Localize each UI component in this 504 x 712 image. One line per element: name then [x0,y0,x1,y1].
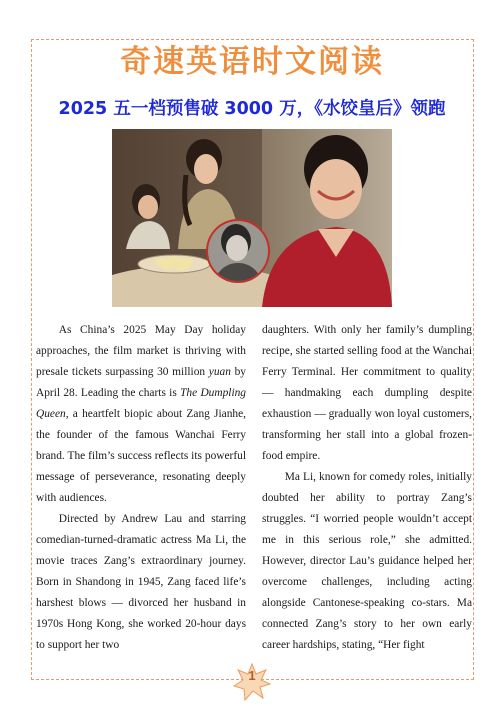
article-paragraph-3: Ma Li, known for comedy roles, initially doubted her ability to portray Zang’s struggles. “I worried people wouldn’t accept me in this serious role,” she admitted. However, director Lau’s guidance helped her overcome challenges, including acting alongside Cantonese-speaking co-stars. Ma connected Zang’s story to her own early career hardships, stating, “Her fight [262,471,472,651]
masthead-title: 奇速英语时文阅读 [120,44,384,80]
article-headline: 2025 五一档预售破 3000 万，《水饺皇后》领跑 [58,99,446,119]
movie-poster-photo [112,129,392,307]
page-number: 1 [248,668,256,683]
article-column-left [36,320,246,656]
article-column-right [262,320,472,656]
article-paragraph-2-continued: daughters. With only her family’s dumpling recipe, she started selling food at the Wanchai Ferry Terminal. Her commitment to quality — handmaking each dumpling despite exhaustion — gradually won loyal customers, transforming her stall into a global frozen-food empire. [262,324,472,462]
article-paragraph-1: As China’s 2025 May Day holiday approaches, the film market is thriving with presale tickets surpassing 30 million yuan by April 28. Leading the charts is The Dumpling Queen, a heartfelt biopic about Zang Jianhe, the founder of the famous Wanchai Ferry brand. The film’s success reflects its powerful message of perseverance, resonating deeply with audiences. [36,324,247,504]
article-paragraph-2: Directed by Andrew Lau and starring comedian-turned-dramatic actress Ma Li, the movie traces Zang’s extraordinary journey. Born in Shandong in 1945, Zang faced life’s harshest blows — divorced her husband in 1970s Hong Kong, she worked 20-hour days to support her two [36,513,246,651]
